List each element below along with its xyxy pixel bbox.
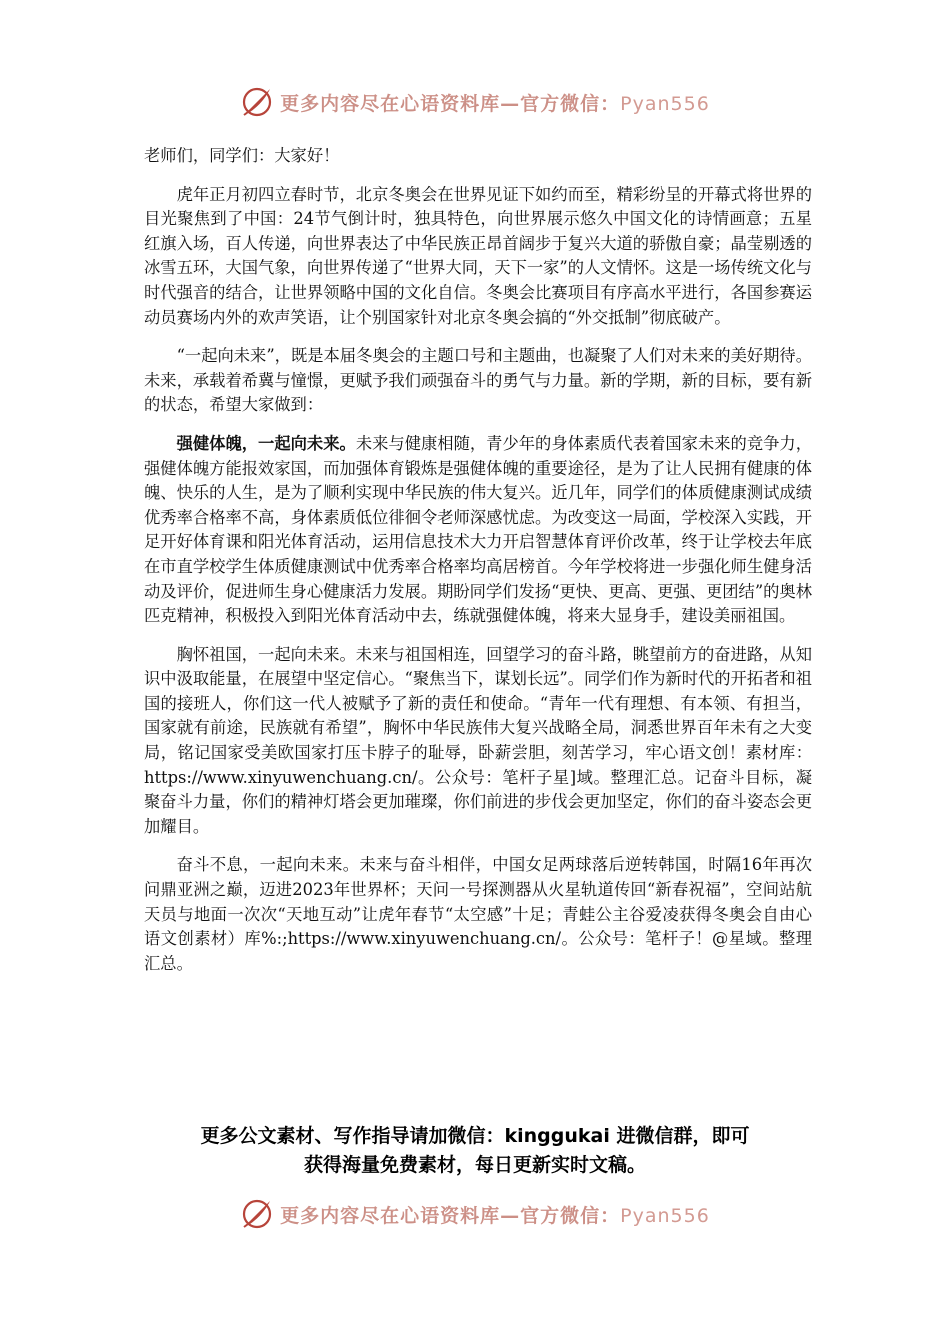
footer-banner-label: 更多内容尽在心语资料库—官方微信： xyxy=(280,1204,621,1227)
paragraph-2: “一起向未来”，既是本届冬奥会的主题口号和主题曲，也凝聚了人们对未来的美好期待。未来，承载着希冀与憧憬，更赋予我们顽强奋斗的勇气与力量。新的学期，新的目标，要有新的状态，希望大家做到： xyxy=(144,346,812,415)
paragraph-3 xyxy=(144,432,812,629)
greeting: 老师们，同学们：大家好！ xyxy=(144,146,340,165)
promo-line-1: 更多公文素材、写作指导请加微信：kinggukai 进微信群，即可 xyxy=(200,1125,750,1147)
paragraph-5: 奋斗不息，一起向未来。未来与奋斗相伴，中国女足两球落后逆转韩国，时隔16年再次问鼎亚洲之巅，迈进2023年世界杯；天问一号探测器从火星轨道传回“新春祝福”，空间站航天员与地面一次次“天地互动”让虎年春节“太空感”十足；青蛙公主谷爱凌获得冬奥会自由心语文创素材）库%:;https://www.xinyuwenchuang.cn/。公众号：笔杆子！@星域。整理汇总。 xyxy=(144,855,812,973)
paragraph-4: 胸怀祖国，一起向未来。未来与祖国相连，回望学习的奋斗路，眺望前方的奋进路，从知识中汲取能量，在展望中坚定信心。“聚焦当下，谋划长远”。同学们作为新时代的开拓者和祖国的接班人，你们这一代人被赋予了新的责任和使命。“青年一代有理想、有本领、有担当，国家就有前途，民族就有希望”，胸怀中华民族伟大复兴战略全局，洞悉世界百年未有之大变局，铭记国家受美欧国家打压卡脖子的耻辱，卧薪尝胆，刻苦学习，牢心语文创！素材库：https://www.xinyuwenchuang.cn/。公众号：笔杆子星]域。整理汇总。记奋斗目标，凝聚奋斗力量，你们的精神灯塔会更加璀璨，你们前进的步伐会更加坚定，你们的奋斗姿态会更加耀目。 xyxy=(144,644,812,836)
promo-line-2: 获得海量免费素材，每日更新实时文稿。 xyxy=(303,1154,646,1176)
footer-banner xyxy=(0,1194,950,1234)
header-banner-text xyxy=(280,89,710,116)
header-banner xyxy=(0,82,950,122)
document-body xyxy=(144,144,812,976)
promo-notice xyxy=(120,1122,830,1180)
paragraph-1: 虎年正月初四立春时节，北京冬奥会在世界见证下如约而至，精彩纷呈的开幕式将世界的目光聚焦到了中国：24节气倒计时，独具特色，向世界展示悠久中国文化的诗情画意；五星红旗入场，百人传递，向世界表达了中华民族正昂首阔步于复兴大道的骄傲自豪；晶莹剔透的冰雪五环，大国气象，向世界传递了“世界大同，天下一家”的人文情怀。这是一场传统文化与时代强音的结合，让世界领略中国的文化自信。冬奥会比赛项目有序高水平进行，各国参赛运动员赛场内外的欢声笑语，让个别国家针对北京冬奥会搞的“外交抵制”彻底破产。 xyxy=(144,184,812,327)
header-wechat-id: Pyan556 xyxy=(620,92,710,115)
paragraph-3-body: 未来与健康相随，青少年的身体素质代表着国家未来的竞争力，强健体魄方能报效家国，而加强体育锻炼是强健体魄的重要途径，是为了让人民拥有健康的体魄、快乐的人生，是为了顺利实现中华民族的伟大复兴。近几年，同学们的体质健康测试成绩优秀率合格率不高，身体素质低位徘徊令老师深感忧虑。为改变这一局面，学校深入实践，开足开好体育课和阳光体育活动，运用信息技术大力开启智慧体育评价改革，终于让学校去年底在市直学校学生体质健康测试中优秀率合格率均高居榜首。今年学校将进一步强化师生健身活动及评价，促进师生身心健康活力发展。期盼同学们发扬“更快、更高、更强、更团结”的奥林匹克精神，积极投入到阳光体育活动中去，练就强健体魄，将来大显身手，建设美丽祖国。 xyxy=(144,433,812,626)
footer-banner-text xyxy=(280,1201,710,1228)
footer-wechat-id: Pyan556 xyxy=(620,1204,710,1227)
header-banner-label: 更多内容尽在心语资料库—官方微信： xyxy=(280,92,621,115)
paragraph-3-lead: 强健体魄，一起向未来。 xyxy=(176,433,356,453)
quill-logo-icon xyxy=(240,85,274,119)
quill-logo-icon xyxy=(240,1197,274,1231)
